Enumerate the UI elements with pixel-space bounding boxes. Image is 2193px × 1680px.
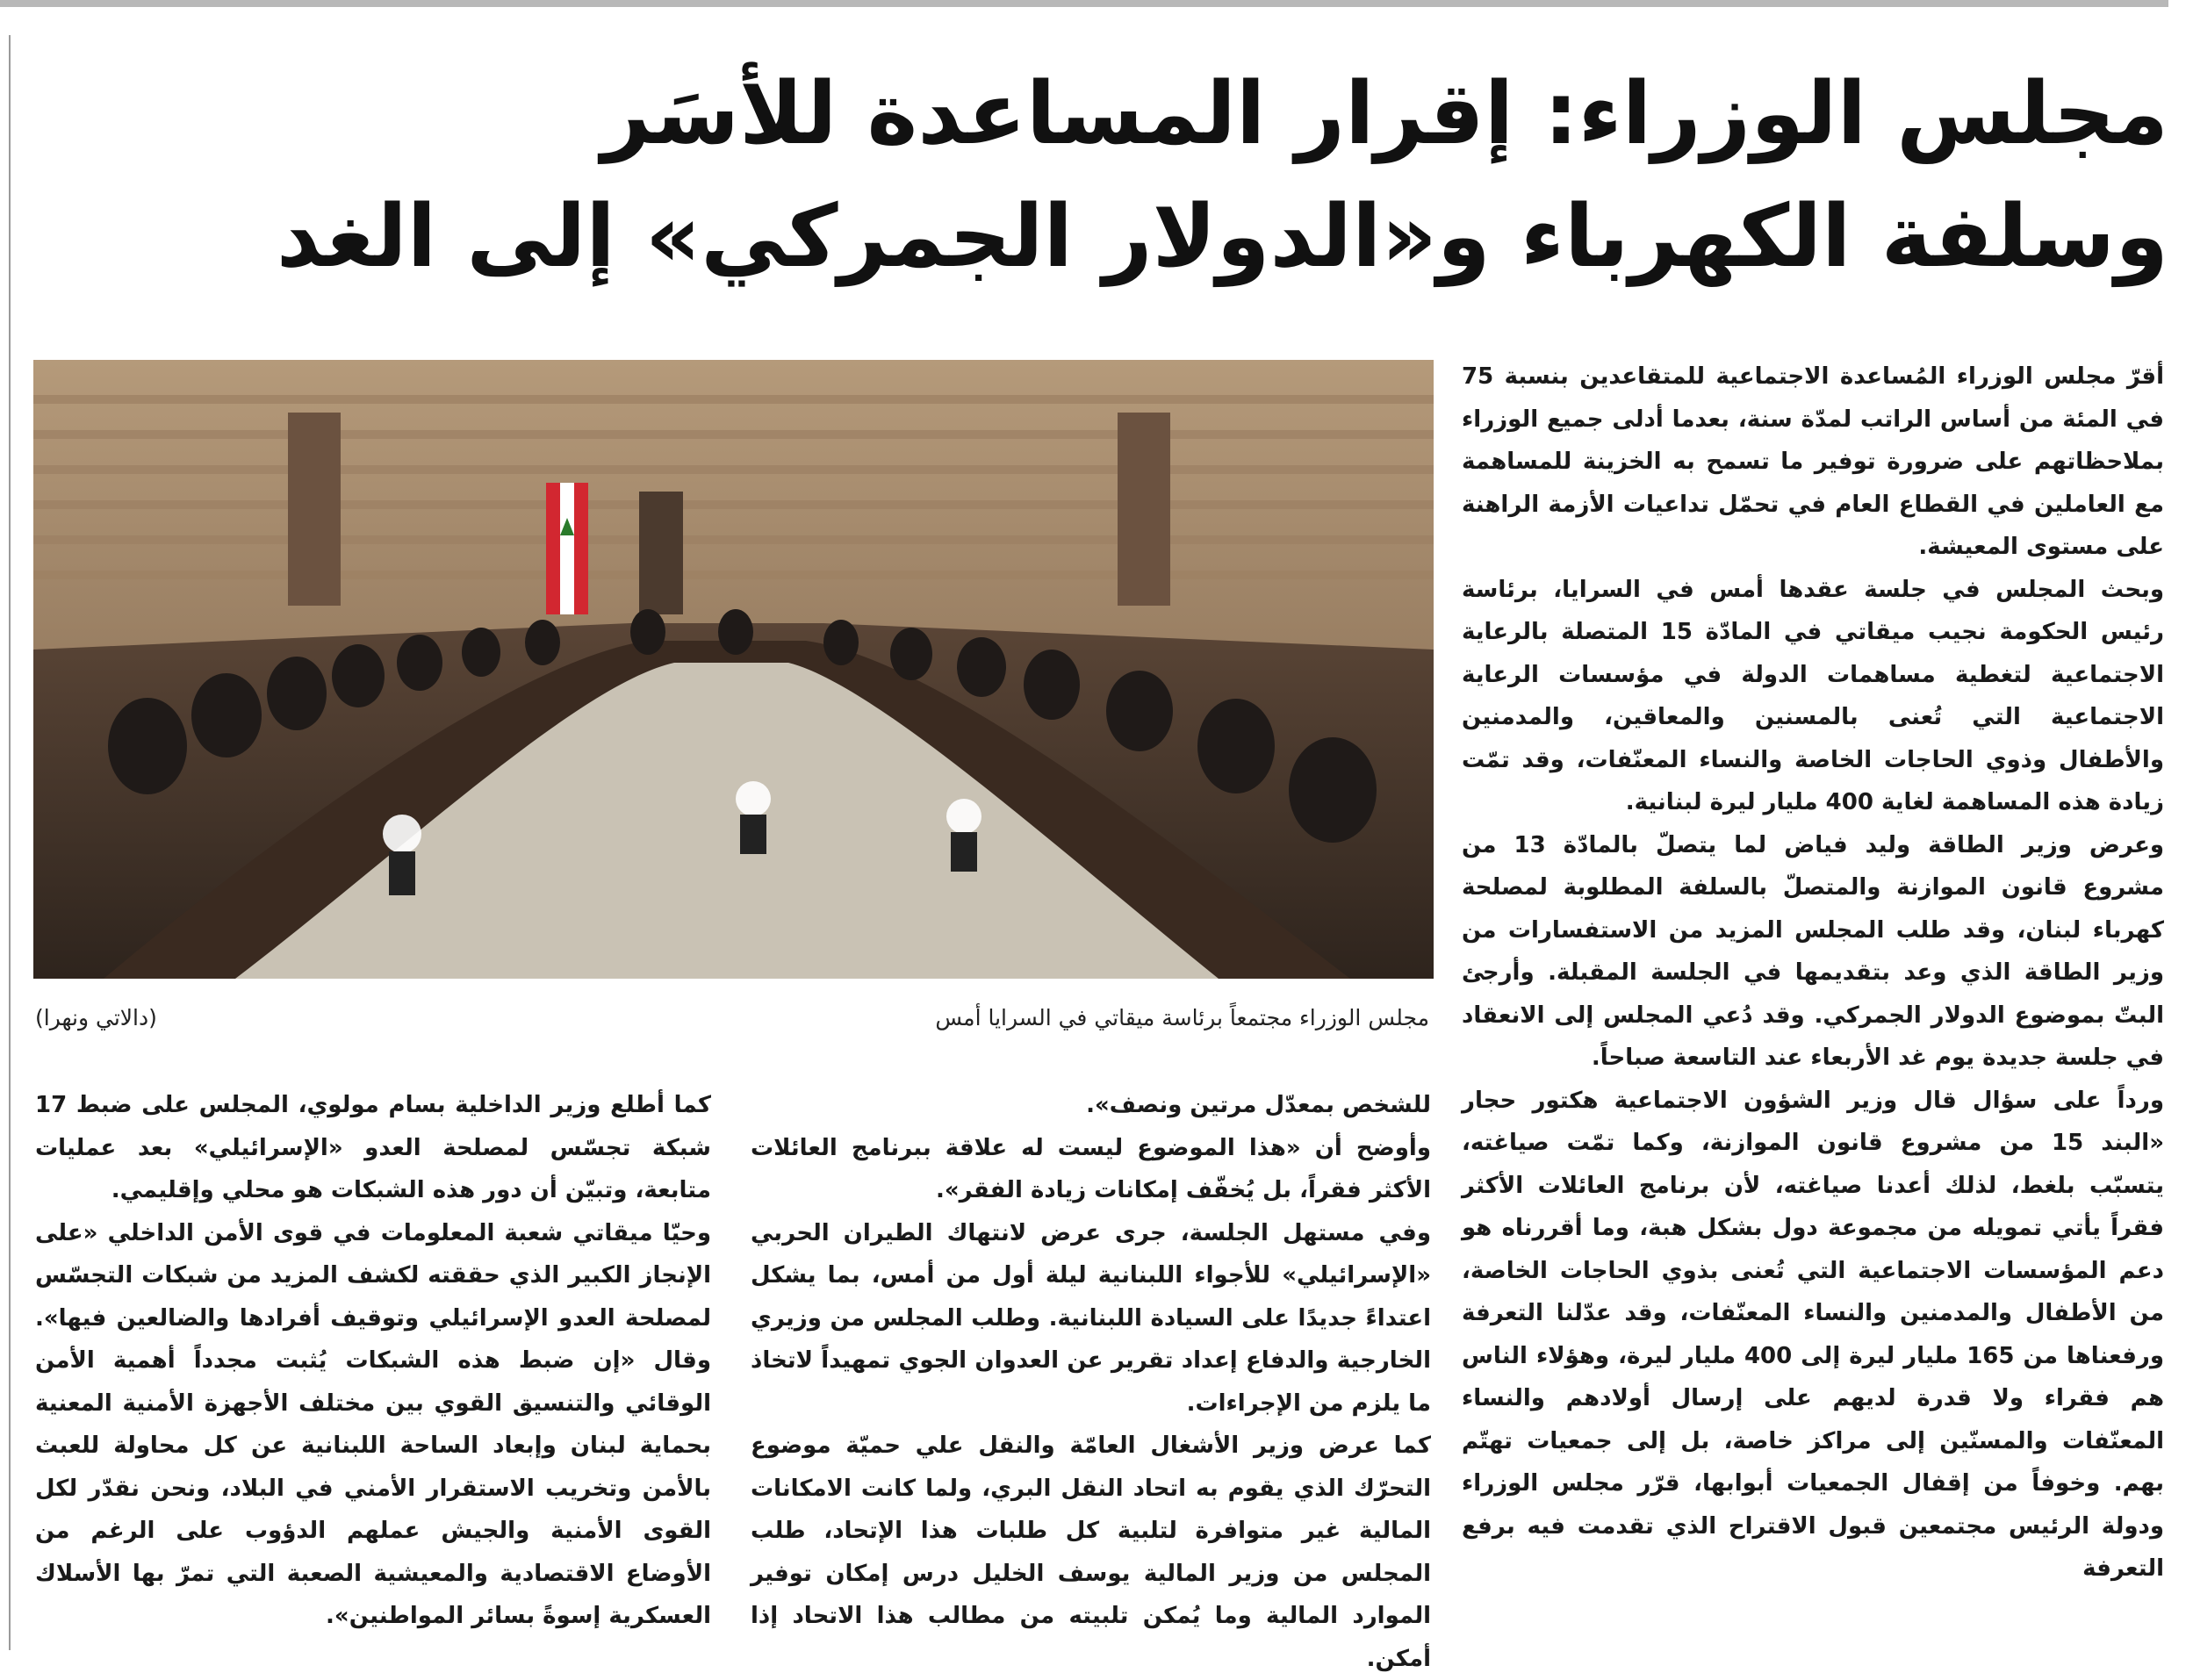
article-column-left xyxy=(35,1084,711,1638)
paragraph: للشخص بمعدّل مرتين ونصف». xyxy=(1086,1092,1431,1118)
paragraph: كما عرض وزير الأشغال العامّة والنقل علي حميّة موضوع التحرّك الذي يقوم به اتحاد النقل البري، ولما كانت الامكانات المالية غير متوافرة لتلبية كل طلبات هذا الإتحاد، طلب المجلس من وزير المالية يوسف الخليل درس إمكان توفير الموارد المالية وما يُمكن تلبيته من مطالب هذا الاتحاد إذا أمكن. xyxy=(751,1432,1431,1672)
paragraph: وبحث المجلس في جلسة عقدها أمس في السرايا، برئاسة رئيس الحكومة نجيب ميقاتي في المادّة 15 المتصلة بالرعاية الاجتماعية لتغطية مساهمات الدولة في مؤسسات الرعاية الاجتماعية التي تُعنى بالمسنين والمعاقين، والمدمنين والأطفال وذوي الحاجات الخاصة والنساء المعنّفات، وقد تمّت زيادة هذه المساهمة لغاية 400 مليار ليرة لبنانية. xyxy=(1462,576,2164,815)
article-column-middle xyxy=(751,1084,1431,1680)
photo-credit: (دالاتي ونهرا) xyxy=(35,1005,157,1030)
paragraph: وعرض وزير الطاقة وليد فياض لما يتصلّ بالمادّة 13 من مشروع قانون الموازنة والمتصلّ بالسلفة المطلوبة لمصلحة كهرباء لبنان، وقد طلب المجلس المزيد من الاستفسارات من وزير الطاقة الذي وعد بتقديمها في الجلسة المقبلة. وأرجئ البتّ بموضوع الدولار الجمركي. وقد دُعي المجلس إلى الانعقاد في جلسة جديدة يوم غد الأربعاء عند التاسعة صباحاً. xyxy=(1462,831,2165,1071)
paragraph: وأوضح أن «هذا الموضوع ليست له علاقة ببرنامج العائلات الأكثر فقراً، بل يُخفّف إمكانات زيادة الفقر». xyxy=(751,1134,1431,1203)
headline-line-1: مجلس الوزراء: إقرار المساعدة للأسَر xyxy=(600,64,2168,164)
cabinet-meeting-photo xyxy=(33,360,1434,979)
paragraph: أقرّ مجلس الوزراء المُساعدة الاجتماعية للمتقاعدين بنسبة 75 في المئة من أساس الراتب لمدّة سنة، بعدما أدلى جميع الوزراء بملاحظاتهم على ضرورة توفير ما تسمح به الخزينة للمساهمة مع العاملين في القطاع العام في تحمّل تداعيات الأزمة الراهنة على مستوى المعيشة. xyxy=(1462,363,2164,560)
article-column-right xyxy=(1462,355,2164,1590)
paragraph: ورداً على سؤال قال وزير الشؤون الاجتماعية هكتور حجار «البند 15 من مشروع قانون الموازنة، وكما تمّت صياغته، يتسبّب بلغط، لذلك أعدنا صياغته، لأن برنامج العائلات الأكثر فقراً يأتي تمويله من مجموعة دول بشكل هبة، وما أقررناه هو دعم المؤسسات الاجتماعية التي تُعنى بذوي الحاجات الخاصة، من الأطفال والمدمنين والنساء المعنّفات، وقد عدّلنا التعرفة ورفعناها من 165 مليار ليرة إلى 400 مليار ليرة، وهؤلاء الناس هم فقراء ولا قدرة لديهم على إرسال أولادهم والنساء المعنّفات والمسنّين إلى مراكز خاصة، بل إلى جمعيات تهتّم بهم. وخوفاً من إقفال الجمعيات أبوابها، قرّر مجلس الوزراء ودولة الرئيس مجتمعين قبول الاقتراح الذي تقدمت فيه برفع التعرفة xyxy=(1462,1087,2165,1582)
headline xyxy=(176,53,2168,298)
paragraph: وفي مستهل الجلسة، جرى عرض لانتهاك الطيران الحربي «الإسرائيلي» للأجواء اللبنانية ليلة أول من أمس، بما يشكل اعتداءً جديدًا على السيادة اللبنانية. وطلب المجلس من وزيري الخارجية والدفاع إعداد تقرير عن العدوان الجوي تمهيداً لاتخاذ ما يلزم من الإجراءات. xyxy=(751,1219,1431,1417)
photo-caption: مجلس الوزراء مجتمعاً برئاسة ميقاتي في السرايا أمس xyxy=(935,1005,1429,1030)
paragraph: كما أطلع وزير الداخلية بسام مولوي، المجلس على ضبط 17 شبكة تجسّس لمصلحة العدو «الإسرائيلي» بعد عمليات متابعة، وتبيّن أن دور هذه الشبكات هو محلي وإقليمي. xyxy=(35,1092,711,1203)
left-page-rule xyxy=(9,35,11,1650)
headline-line-2: وسلفة الكهرباء و«الدولار الجمركي» إلى الغد xyxy=(276,187,2168,287)
paragraph: وحيّا ميقاتي شعبة المعلومات في قوى الأمن الداخلي «على الإنجاز الكبير الذي حققته لكشف المزيد من شبكات التجسّس لمصلحة العدو الإسرائيلي وتوقيف أفرادها والضالعين فيها». وقال «إن ضبط هذه الشبكات يُثبت مجدداً أهمية الأمن الوقائي والتنسيق القوي بين مختلف الأجهزة الأمنية المعنية بحماية لبنان وإبعاد الساحة اللبنانية عن كل محاولة للعبث بالأمن وتخريب الاستقرار الأمني في البلاد، ونحن نقدّر لكل القوى الأمنية والجيش عملهم الدؤوب على الرغم من الأوضاع الاقتصادية والمعيشية الصعبة التي تمرّ بها الأسلاك العسكرية إسوةً بسائر المواطنين». xyxy=(35,1219,711,1629)
top-border xyxy=(0,0,2168,7)
